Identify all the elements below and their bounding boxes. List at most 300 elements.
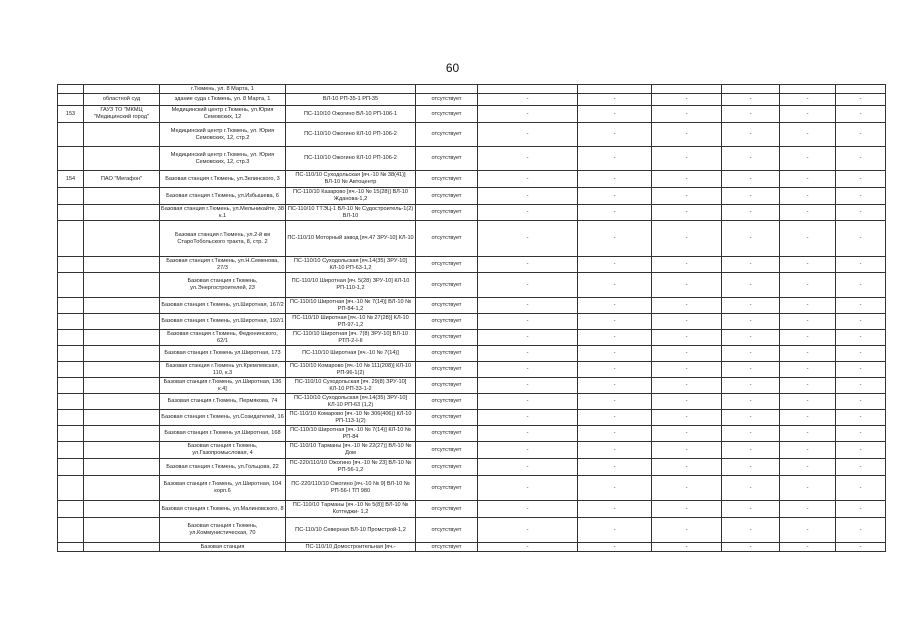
- status-cell: отсутствует: [416, 518, 478, 543]
- dash-cell: -: [780, 188, 836, 205]
- dash-cell: -: [652, 205, 722, 221]
- dash-cell: -: [722, 442, 780, 459]
- dash-cell: -: [780, 410, 836, 426]
- row-number: [58, 257, 84, 273]
- table-row: [58, 273, 886, 298]
- status-cell: отсутствует: [416, 314, 478, 330]
- table-row: [58, 330, 886, 346]
- dash-cell: -: [836, 205, 886, 221]
- dash-cell: -: [722, 257, 780, 273]
- status-cell: отсутствует: [416, 171, 478, 188]
- power-source-cell: ПС-110/10 Суходольская [яч.-10 № 38(41)] ВЛ-10 № Автоцентр: [286, 171, 416, 188]
- table-row: [58, 106, 886, 123]
- row-number: [58, 410, 84, 426]
- dash-cell: [836, 85, 886, 94]
- address-cell: Базовая станция г.Тюмень, ул.Энергостроителей, 23: [160, 273, 286, 298]
- dash-cell: -: [578, 426, 652, 442]
- dash-cell: -: [836, 459, 886, 476]
- address-cell: Базовая станция г.Тюмень, ул.Коммунистическая, 70: [160, 518, 286, 543]
- dash-cell: -: [722, 378, 780, 394]
- dash-cell: -: [652, 394, 722, 410]
- address-cell: Базовая станция г.Тюмень, ул.Широтная, 192/1: [160, 314, 286, 330]
- status-cell: отсутствует: [416, 123, 478, 147]
- owner-cell: [84, 123, 160, 147]
- dash-cell: -: [780, 426, 836, 442]
- table-row: [58, 476, 886, 501]
- row-number: [58, 221, 84, 257]
- dash-cell: -: [722, 410, 780, 426]
- row-number: [58, 330, 84, 346]
- power-source-cell: ПС-110/10 Тарманы [яч.-10 № 5(8)] ВЛ-10 № Коттеджи- 1,2: [286, 501, 416, 518]
- table-row: [58, 257, 886, 273]
- dash-cell: -: [478, 378, 578, 394]
- dash-cell: -: [836, 378, 886, 394]
- dash-cell: -: [722, 426, 780, 442]
- dash-cell: -: [578, 501, 652, 518]
- address-cell: Базовая станция: [160, 543, 286, 552]
- owner-cell: [84, 410, 160, 426]
- address-cell: г.Тюмень, ул. 8 Марта, 1: [160, 85, 286, 94]
- dash-cell: -: [836, 543, 886, 552]
- dash-cell: -: [578, 442, 652, 459]
- address-cell: Базовая станция г.Тюмень, ул.2-й км СтароТобольского тракта, 8, стр. 2: [160, 221, 286, 257]
- status-cell: отсутствует: [416, 205, 478, 221]
- status-cell: отсутствует: [416, 410, 478, 426]
- address-cell: Базовая станция г.Тюмень, ул.Гольцова, 22: [160, 459, 286, 476]
- table-row: [58, 221, 886, 257]
- owner-cell: [84, 362, 160, 378]
- dash-cell: -: [478, 543, 578, 552]
- power-source-cell: ПС-110/10 Суходольская [яч.14(35) ЗРУ-10] КЛ-10 РП-63 (1,2): [286, 394, 416, 410]
- power-source-cell: ПС-220/110/10 Ожогино [яч.-10 № 9] ВЛ-10 № РП-56-I ТП 980: [286, 476, 416, 501]
- dash-cell: -: [478, 426, 578, 442]
- owner-cell: [84, 459, 160, 476]
- row-number: [58, 123, 84, 147]
- dash-cell: -: [836, 518, 886, 543]
- dash-cell: -: [478, 442, 578, 459]
- row-number: [58, 394, 84, 410]
- owner-cell: [84, 298, 160, 314]
- dash-cell: -: [578, 378, 652, 394]
- dash-cell: -: [722, 298, 780, 314]
- owner-cell: [84, 273, 160, 298]
- dash-cell: -: [652, 378, 722, 394]
- dash-cell: -: [780, 94, 836, 106]
- table-row: [58, 426, 886, 442]
- dash-cell: -: [780, 518, 836, 543]
- dash-cell: -: [836, 442, 886, 459]
- dash-cell: -: [578, 518, 652, 543]
- dash-cell: -: [478, 346, 578, 362]
- row-number: [58, 147, 84, 171]
- row-number: 154: [58, 171, 84, 188]
- dash-cell: -: [836, 410, 886, 426]
- dash-cell: -: [478, 147, 578, 171]
- dash-cell: -: [652, 330, 722, 346]
- address-cell: Базовая станция г.Тюмень, ул.Широтная, 167/2: [160, 298, 286, 314]
- dash-cell: -: [478, 188, 578, 205]
- address-cell: Медицинский центр г.Тюмень, ул. Юрия Семовских, 12, стр.2: [160, 123, 286, 147]
- dash-cell: -: [578, 171, 652, 188]
- dash-cell: -: [722, 171, 780, 188]
- dash-cell: -: [478, 106, 578, 123]
- owner-cell: [84, 442, 160, 459]
- address-cell: Базовая станция г.Тюмень, ул.Широтная, 136 к.4]: [160, 378, 286, 394]
- row-number: [58, 459, 84, 476]
- dash-cell: -: [780, 298, 836, 314]
- dash-cell: -: [652, 171, 722, 188]
- power-source-cell: ПС-110/10 Широтная [яч. 7(8) ЗРУ-10] ВЛ-10 РТП-2-I-II: [286, 330, 416, 346]
- table-row: [58, 123, 886, 147]
- table-row: [58, 94, 886, 106]
- power-source-cell: ПС-220/110/10 Ожогино [яч.-10 № 23] ВЛ-10 № РП-56-1,2: [286, 459, 416, 476]
- dash-cell: -: [780, 123, 836, 147]
- power-source-cell: ПС-110/10 Суходольская [яч. 29(8) ЗРУ-10] КЛ-10 РП-33-1-2: [286, 378, 416, 394]
- row-number: [58, 501, 84, 518]
- owner-cell: [84, 147, 160, 171]
- power-source-cell: ПС-110/10 Широтная [яч.-10 № 7(14)] КЛ-10 № РП-84: [286, 426, 416, 442]
- dash-cell: -: [578, 543, 652, 552]
- data-table: [57, 84, 886, 552]
- dash-cell: -: [578, 330, 652, 346]
- table-row: [58, 501, 886, 518]
- row-number: [58, 362, 84, 378]
- dash-cell: [478, 85, 578, 94]
- dash-cell: -: [652, 273, 722, 298]
- power-source-cell: ПС-110/10 Комарово [яч.-10 № 306(406)] КЛ-10 РП-113-1(2): [286, 410, 416, 426]
- address-cell: здание суда г.Тюмень, ул. 8 Марта, 1: [160, 94, 286, 106]
- dash-cell: -: [780, 205, 836, 221]
- dash-cell: -: [722, 543, 780, 552]
- dash-cell: -: [780, 106, 836, 123]
- table-row: [58, 85, 886, 94]
- row-number: 153: [58, 106, 84, 123]
- status-cell: [416, 85, 478, 94]
- dash-cell: -: [652, 257, 722, 273]
- dash-cell: -: [780, 378, 836, 394]
- status-cell: отсутствует: [416, 501, 478, 518]
- dash-cell: [780, 85, 836, 94]
- power-source-cell: ПС-110/10 ТТЭЦ-1 ВЛ-10 № Судостроитель-1(2) ВЛ-10: [286, 205, 416, 221]
- dash-cell: -: [578, 394, 652, 410]
- dash-cell: -: [578, 147, 652, 171]
- row-number: [58, 94, 84, 106]
- table-row: [58, 378, 886, 394]
- address-cell: Базовая станция г.Тюмень ул.Кремлевская, 110, к.3: [160, 362, 286, 378]
- dash-cell: -: [652, 518, 722, 543]
- row-number: [58, 442, 84, 459]
- dash-cell: -: [578, 94, 652, 106]
- power-source-cell: ПС-110/10 Моторный завод [яч.47 ЗРУ-10] КЛ-10: [286, 221, 416, 257]
- dash-cell: -: [652, 346, 722, 362]
- table-row: [58, 442, 886, 459]
- status-cell: отсутствует: [416, 188, 478, 205]
- dash-cell: -: [836, 362, 886, 378]
- dash-cell: -: [652, 106, 722, 123]
- dash-cell: -: [578, 221, 652, 257]
- owner-cell: [84, 205, 160, 221]
- status-cell: отсутствует: [416, 476, 478, 501]
- table-row: [58, 459, 886, 476]
- dash-cell: -: [478, 501, 578, 518]
- dash-cell: -: [652, 221, 722, 257]
- dash-cell: -: [478, 459, 578, 476]
- power-source-cell: ПС-110/10 Тарманы [яч.-10 № 22(27)] ВЛ-10 № Дом: [286, 442, 416, 459]
- row-number: [58, 378, 84, 394]
- owner-cell: [84, 518, 160, 543]
- owner-cell: [84, 221, 160, 257]
- dash-cell: -: [578, 257, 652, 273]
- row-number: [58, 205, 84, 221]
- dash-cell: -: [780, 171, 836, 188]
- power-source-cell: ПС-110/10 Северная ВЛ-10 Промстрой-1,2: [286, 518, 416, 543]
- row-number: [58, 85, 84, 94]
- power-source-cell: ПС-110/10 Широтная [яч. 5(28) ЗРУ-10] КЛ-10 РП-110-1,2: [286, 273, 416, 298]
- status-cell: отсутствует: [416, 378, 478, 394]
- dash-cell: -: [578, 298, 652, 314]
- dash-cell: -: [722, 221, 780, 257]
- status-cell: отсутствует: [416, 298, 478, 314]
- dash-cell: -: [578, 188, 652, 205]
- address-cell: Базовая станция г.Тюмень, ул.Малиновского, 8: [160, 501, 286, 518]
- power-source-cell: ПС-110/10 Ожогино КЛ-10 РП-106-2: [286, 147, 416, 171]
- dash-cell: -: [780, 476, 836, 501]
- dash-cell: -: [722, 273, 780, 298]
- address-cell: Базовая станция г.Тюмень, ул.Мельникайте, 38 к.1: [161, 205, 284, 219]
- dash-cell: -: [578, 476, 652, 501]
- dash-cell: -: [836, 476, 886, 501]
- owner-cell: [84, 394, 160, 410]
- dash-cell: [722, 85, 780, 94]
- dash-cell: -: [478, 205, 578, 221]
- table-row: [58, 362, 886, 378]
- dash-cell: -: [722, 123, 780, 147]
- power-source-cell: ПС-110/10 Ожогино КЛ-10 РП-106-2: [286, 123, 416, 147]
- dash-cell: -: [780, 501, 836, 518]
- owner-cell: [84, 314, 160, 330]
- dash-cell: -: [722, 106, 780, 123]
- table-row: [58, 394, 886, 410]
- dash-cell: -: [652, 543, 722, 552]
- dash-cell: -: [722, 459, 780, 476]
- dash-cell: -: [836, 188, 886, 205]
- dash-cell: -: [780, 346, 836, 362]
- dash-cell: -: [722, 188, 780, 205]
- dash-cell: -: [478, 298, 578, 314]
- dash-cell: -: [652, 459, 722, 476]
- dash-cell: -: [836, 426, 886, 442]
- dash-cell: -: [478, 94, 578, 106]
- dash-cell: -: [836, 298, 886, 314]
- dash-cell: -: [722, 518, 780, 543]
- address-cell: Базовая станция г.Тюмень, ул.Газопромысловая, 4: [160, 442, 286, 459]
- dash-cell: -: [652, 426, 722, 442]
- status-cell: отсутствует: [416, 426, 478, 442]
- owner-cell: ПАО "Мегафон": [84, 171, 160, 188]
- dash-cell: -: [478, 314, 578, 330]
- dash-cell: -: [780, 330, 836, 346]
- address-cell: Базовая станция г.Тюмень ул.Широтная, 168: [160, 426, 286, 442]
- owner-cell: [84, 257, 160, 273]
- dash-cell: -: [652, 94, 722, 106]
- dash-cell: -: [478, 221, 578, 257]
- power-source-cell: ПС-110/10 Широтная [яч.-10 № 7(14)]: [286, 346, 416, 362]
- power-source-cell: ПС-110/10 Суходольская [яч.14(35) ЗРУ-10] КЛ-10 РП-63-1,2: [286, 257, 416, 273]
- dash-cell: -: [722, 314, 780, 330]
- owner-cell: [84, 85, 160, 94]
- dash-cell: -: [578, 123, 652, 147]
- dash-cell: -: [578, 346, 652, 362]
- owner-cell: областной суд: [84, 94, 160, 106]
- dash-cell: -: [652, 123, 722, 147]
- table-row: [58, 346, 886, 362]
- power-source-cell: ВЛ-10 РП-35-1 РП-35: [286, 94, 416, 106]
- dash-cell: -: [478, 362, 578, 378]
- owner-cell: ГАУЗ ТО "МКМЦ "Медицинский город": [84, 106, 160, 123]
- status-cell: отсутствует: [416, 147, 478, 171]
- dash-cell: -: [836, 330, 886, 346]
- address-cell: Базовая станция г.Тюмень, ул.Н.Семенова, 27/3: [160, 257, 286, 273]
- power-source-cell: ПС-110/10 Домостроительная [яч.-: [286, 543, 416, 552]
- dash-cell: -: [780, 147, 836, 171]
- table-row: [58, 410, 886, 426]
- dash-cell: -: [780, 314, 836, 330]
- status-cell: отсутствует: [416, 257, 478, 273]
- status-cell: отсутствует: [416, 106, 478, 123]
- dash-cell: -: [780, 543, 836, 552]
- status-cell: отсутствует: [416, 442, 478, 459]
- dash-cell: -: [836, 106, 886, 123]
- status-cell: отсутствует: [416, 459, 478, 476]
- row-number: [58, 346, 84, 362]
- dash-cell: -: [780, 442, 836, 459]
- table-row: [58, 298, 886, 314]
- dash-cell: -: [652, 476, 722, 501]
- row-number: [58, 314, 84, 330]
- dash-cell: -: [652, 147, 722, 171]
- dash-cell: [578, 85, 652, 94]
- dash-cell: -: [478, 171, 578, 188]
- row-number: [58, 298, 84, 314]
- dash-cell: -: [722, 94, 780, 106]
- address-cell: Базовая станция г.Тюмень ул.Широтная, 173: [160, 346, 286, 362]
- dash-cell: -: [478, 410, 578, 426]
- dash-cell: -: [578, 106, 652, 123]
- dash-cell: -: [722, 476, 780, 501]
- dash-cell: -: [478, 273, 578, 298]
- table-row: [58, 518, 886, 543]
- owner-cell: [84, 426, 160, 442]
- address-cell: Базовая станция г.Тюмень, ул.Зелинского, 3: [160, 171, 286, 188]
- dash-cell: -: [652, 442, 722, 459]
- power-source-cell: ПС-110/10 Широтная [яч.-10 № 7(14)] ВЛ-10 № РП-84-1,2: [286, 298, 416, 314]
- dash-cell: -: [652, 501, 722, 518]
- dash-cell: -: [578, 459, 652, 476]
- dash-cell: -: [652, 188, 722, 205]
- table-row: [58, 205, 886, 221]
- dash-cell: -: [836, 94, 886, 106]
- dash-cell: -: [478, 476, 578, 501]
- address-cell: Базовая станция г.Тюмень, Пермякова, 74: [160, 394, 286, 410]
- dash-cell: -: [836, 123, 886, 147]
- dash-cell: -: [478, 518, 578, 543]
- dash-cell: -: [836, 314, 886, 330]
- dash-cell: -: [836, 221, 886, 257]
- dash-cell: -: [722, 330, 780, 346]
- owner-cell: [84, 188, 160, 205]
- status-cell: отсутствует: [416, 94, 478, 106]
- dash-cell: -: [780, 394, 836, 410]
- dash-cell: [652, 85, 722, 94]
- dash-cell: -: [780, 221, 836, 257]
- status-cell: отсутствует: [416, 346, 478, 362]
- dash-cell: -: [478, 257, 578, 273]
- status-cell: отсутствует: [416, 362, 478, 378]
- power-source-cell: ПС-110/10 Широтная [яч.-10 № 27(28)] КЛ-10 РП-97-1,2: [286, 314, 416, 330]
- address-cell: Базовая станция г.Тюмень, ул.Созидателей, 16: [160, 410, 286, 426]
- dash-cell: -: [578, 273, 652, 298]
- power-source-cell: [286, 85, 416, 94]
- table-row: [58, 543, 886, 552]
- dash-cell: -: [722, 362, 780, 378]
- address-cell: Базовая станция г.Тюмень, ул.Широтная, 104 корп.6: [160, 476, 286, 501]
- dash-cell: -: [780, 362, 836, 378]
- dash-cell: -: [578, 362, 652, 378]
- dash-cell: -: [478, 123, 578, 147]
- dash-cell: -: [836, 501, 886, 518]
- row-number: [58, 426, 84, 442]
- dash-cell: -: [722, 147, 780, 171]
- dash-cell: -: [578, 314, 652, 330]
- address-cell: Базовая станция г.Тюмень, ул.Избышева, 6: [160, 188, 286, 205]
- table-row: [58, 171, 886, 188]
- dash-cell: -: [478, 330, 578, 346]
- dash-cell: -: [836, 394, 886, 410]
- owner-cell: [84, 346, 160, 362]
- row-number: [58, 188, 84, 205]
- row-number: [58, 543, 84, 552]
- status-cell: отсутствует: [416, 330, 478, 346]
- table-row: [58, 188, 886, 205]
- dash-cell: -: [836, 257, 886, 273]
- dash-cell: -: [836, 147, 886, 171]
- dash-cell: -: [722, 205, 780, 221]
- row-number: [58, 273, 84, 298]
- owner-cell: [84, 476, 160, 501]
- dash-cell: -: [578, 205, 652, 221]
- power-source-cell: ПС-110/10 Комарово [яч.-10 № 111(208)] КЛ-10 РП-96-1(2): [286, 362, 416, 378]
- address-cell: Базовая станция г.Тюмень, Федюнинского, 62/1: [160, 330, 286, 346]
- dash-cell: -: [722, 394, 780, 410]
- dash-cell: -: [652, 314, 722, 330]
- dash-cell: -: [780, 257, 836, 273]
- dash-cell: -: [780, 459, 836, 476]
- status-cell: отсутствует: [416, 543, 478, 552]
- dash-cell: -: [722, 346, 780, 362]
- dash-cell: -: [722, 501, 780, 518]
- dash-cell: -: [836, 273, 886, 298]
- dash-cell: -: [780, 273, 836, 298]
- status-cell: отсутствует: [416, 221, 478, 257]
- status-cell: отсутствует: [416, 273, 478, 298]
- row-number: [58, 518, 84, 543]
- owner-cell: [84, 501, 160, 518]
- status-cell: отсутствует: [416, 394, 478, 410]
- dash-cell: -: [478, 394, 578, 410]
- page-number: 60: [445, 61, 460, 75]
- dash-cell: -: [836, 171, 886, 188]
- owner-cell: [84, 330, 160, 346]
